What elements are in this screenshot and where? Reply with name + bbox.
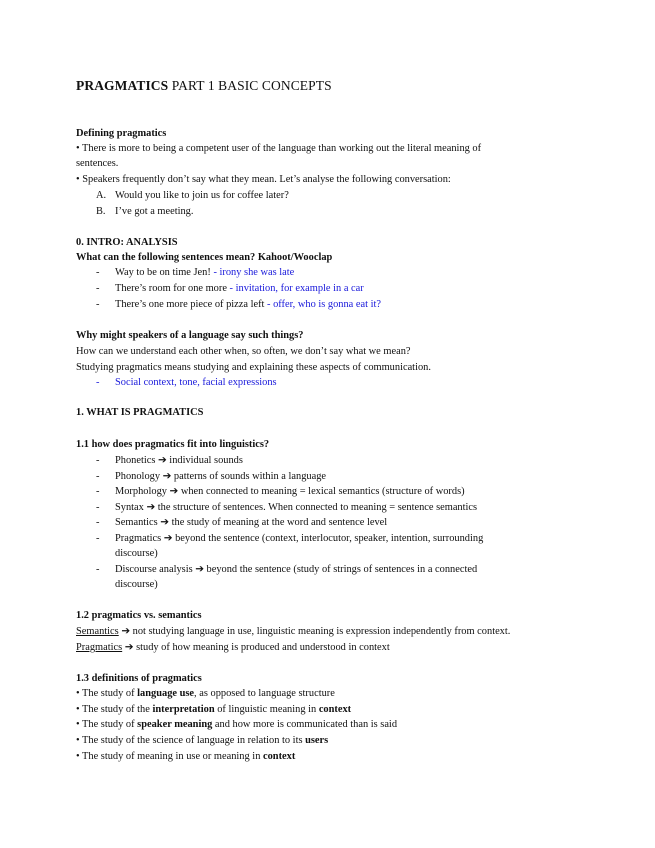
linguistics-item: Semantics ➔ the study of meaning at the word and sentence level bbox=[115, 517, 388, 528]
list-marker: - bbox=[96, 502, 100, 513]
semantics-definition bbox=[76, 625, 510, 639]
intro-item bbox=[115, 298, 381, 312]
definition-item bbox=[76, 750, 295, 764]
s12-heading: 1.2 pragmatics vs. semantics bbox=[76, 610, 202, 621]
list-marker: - bbox=[96, 299, 100, 310]
def-post: of linguistic meaning in bbox=[214, 704, 319, 715]
intro-item-text: There’s room for one more bbox=[115, 283, 227, 294]
linguistics-item: Phonetics ➔ individual sounds bbox=[115, 455, 243, 466]
why-item: Social context, tone, facial expressions bbox=[115, 377, 277, 388]
intro-question: What can the following sentences mean? Kahoot/Wooclap bbox=[76, 252, 333, 263]
linguistics-item: Discourse analysis ➔ beyond the sentence (study of strings of sentences in a connected bbox=[115, 564, 478, 575]
linguistics-item: Phonology ➔ patterns of sounds within a language bbox=[115, 471, 327, 482]
section1-heading: 1. WHAT IS PRAGMATICS bbox=[76, 407, 204, 418]
def-bold2: context bbox=[318, 704, 352, 715]
def-bold: speaker meaning bbox=[137, 719, 213, 730]
defining-bullet1-line2: sentences. bbox=[76, 158, 119, 169]
list-marker: - bbox=[96, 486, 100, 497]
list-marker: B. bbox=[96, 206, 106, 217]
definition-item bbox=[76, 718, 397, 732]
s13-heading: 1.3 definitions of pragmatics bbox=[76, 673, 202, 684]
intro-item-note: - irony she was late bbox=[210, 267, 295, 278]
list-marker: - bbox=[96, 455, 100, 466]
def-post: and how more is communicated than is said bbox=[212, 719, 398, 730]
why-heading: Why might speakers of a language say such things? bbox=[76, 330, 304, 341]
page-title bbox=[76, 77, 332, 94]
list-marker: - bbox=[96, 377, 100, 388]
pragmatics-term: Pragmatics bbox=[76, 642, 123, 653]
def-bold: language use bbox=[137, 688, 195, 699]
list-marker: - bbox=[96, 517, 100, 528]
linguistics-item: Pragmatics ➔ beyond the sentence (context, interlocutor, speaker, intention, surrounding bbox=[115, 533, 484, 544]
defining-bullet1-line1: • There is more to being a competent user of the language than working out the literal meaning of bbox=[76, 143, 482, 154]
intro-item-note: - offer, who is gonna eat it? bbox=[264, 299, 381, 310]
defining-bullet2: • Speakers frequently don’t say what they mean. Let’s analyse the following conversation: bbox=[76, 174, 451, 185]
pragmatics-def: ➔ study of how meaning is produced and understood in context bbox=[122, 642, 390, 653]
list-marker: A. bbox=[96, 190, 107, 201]
intro-item bbox=[115, 282, 364, 296]
title-bold: PRAGMATICS bbox=[76, 78, 169, 93]
intro-heading: 0. INTRO: ANALYSIS bbox=[76, 237, 178, 248]
pragmatics-definition bbox=[76, 641, 390, 655]
list-marker: - bbox=[96, 267, 100, 278]
defining-heading: Defining pragmatics bbox=[76, 128, 167, 139]
semantics-def: ➔ not studying language in use, linguistic meaning is expression independently from context. bbox=[118, 626, 511, 637]
list-marker: - bbox=[96, 471, 100, 482]
list-marker: - bbox=[96, 564, 100, 575]
linguistics-item-cont: discourse) bbox=[115, 579, 158, 590]
s11-heading: 1.1 how does pragmatics fit into linguistics? bbox=[76, 439, 270, 450]
linguistics-item: Morphology ➔ when connected to meaning = lexical semantics (structure of words) bbox=[115, 486, 465, 497]
definition-item bbox=[76, 734, 328, 748]
def-pre: • The study of the science of language in relation to its bbox=[76, 735, 306, 746]
definition-item bbox=[76, 703, 351, 717]
def-pre: • The study of bbox=[76, 688, 138, 699]
intro-item bbox=[115, 266, 294, 280]
def-pre: • The study of bbox=[76, 719, 138, 730]
list-marker: - bbox=[96, 283, 100, 294]
conversation-line-a: Would you like to join us for coffee later? bbox=[115, 190, 289, 201]
def-bold: context bbox=[262, 751, 296, 762]
def-bold: users bbox=[305, 735, 329, 746]
def-bold: interpretation bbox=[152, 704, 215, 715]
why-line1: How can we understand each other when, so often, we don’t say what we mean? bbox=[76, 346, 411, 357]
linguistics-item-cont: discourse) bbox=[115, 548, 158, 559]
why-line2: Studying pragmatics means studying and explaining these aspects of communication. bbox=[76, 362, 431, 373]
def-pre: • The study of meaning in use or meaning in bbox=[76, 751, 263, 762]
list-marker: - bbox=[96, 533, 100, 544]
def-pre: • The study of the bbox=[76, 704, 153, 715]
semantics-term: Semantics bbox=[76, 626, 119, 637]
intro-item-text: Way to be on time Jen! bbox=[115, 267, 211, 278]
def-post: , as opposed to language structure bbox=[194, 688, 335, 699]
intro-item-note: - invitation, for example in a car bbox=[226, 283, 364, 294]
title-rest: PART 1 BASIC CONCEPTS bbox=[168, 78, 332, 93]
conversation-line-b: I’ve got a meeting. bbox=[115, 206, 194, 217]
linguistics-item: Syntax ➔ the structure of sentences. When connected to meaning = sentence semantics bbox=[115, 502, 478, 513]
intro-item-text: There’s one more piece of pizza left bbox=[115, 299, 265, 310]
definition-item bbox=[76, 687, 335, 701]
